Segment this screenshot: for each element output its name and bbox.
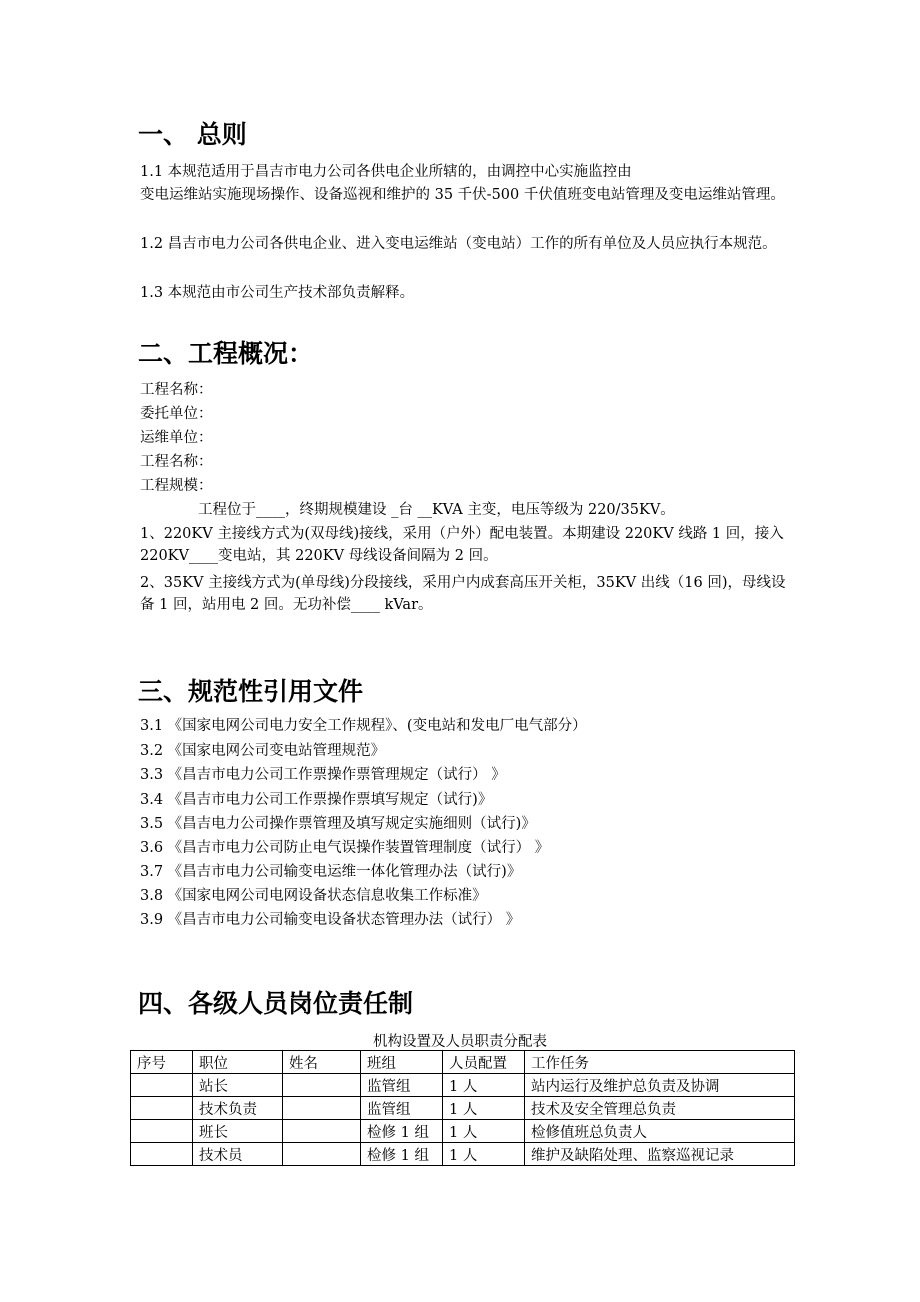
table-cell — [283, 1074, 361, 1097]
table-row — [131, 1097, 795, 1120]
reference-item: 3.9 《昌吉市电力公司输变电设备状态管理办法（试行） 》 — [140, 912, 521, 928]
section-1-heading: 一、 总则 — [138, 120, 247, 149]
table-cell — [283, 1120, 361, 1143]
paragraph-1-1-cont: 变电运维站实施现场操作、设备巡视和维护的 35 千伏-500 千伏值班变电站管理及变电运维站管理。 — [140, 187, 785, 203]
header-cell: 工作任务 — [525, 1051, 795, 1074]
table-cell: 1 人 — [443, 1143, 525, 1166]
table-cell — [131, 1074, 193, 1097]
staff-responsibility-table — [130, 1050, 795, 1166]
reference-item: 3.2 《国家电网公司变电站管理规范》 — [140, 743, 386, 759]
table-cell: 班长 — [193, 1120, 283, 1143]
section-4-heading: 四、各级人员岗位责任制 — [138, 989, 414, 1018]
item-35kv: 2、35KV 主接线方式为(单母线)分段接线，采用户内成套高压开关柜，35KV 出线（16 回)，母线设备 1 回，站用电 2 回。无功补偿____ kVar。 — [140, 575, 786, 613]
paragraph-1-1: 1.1 本规范适用于昌吉市电力公司各供电企业所辖的，由调控中心实施监控由 — [140, 164, 632, 180]
field-project-name: 工程名称： — [140, 382, 213, 398]
header-cell: 职位 — [193, 1051, 283, 1074]
table-cell: 检修 1 组 — [361, 1120, 443, 1143]
table-cell — [283, 1097, 361, 1120]
reference-item: 3.7 《昌吉市电力公司输变电运维一体化管理办法（试行)》 — [140, 864, 522, 880]
table-cell: 检修 1 组 — [361, 1143, 443, 1166]
field-operator: 运维单位： — [140, 430, 213, 446]
section-2-heading: 二、工程概况： — [138, 339, 314, 368]
reference-item: 3.4 《昌吉市电力公司工作票操作票填写规定（试行)》 — [140, 792, 493, 808]
scale-description: 工程位于____，终期规模建设 _台 __KVA 主变，电压等级为 220/35KV。 — [198, 502, 675, 518]
field-project-scale: 工程规模： — [140, 478, 213, 494]
reference-item: 3.3 《昌吉市电力公司工作票操作票管理规定（试行） 》 — [140, 767, 506, 783]
header-cell: 序号 — [131, 1051, 193, 1074]
paragraph-1-3: 1.3 本规范由市公司生产技术部负责解释。 — [140, 285, 415, 301]
header-cell: 人员配置 — [443, 1051, 525, 1074]
table-header-row — [131, 1051, 795, 1074]
table-cell: 监管组 — [361, 1074, 443, 1097]
table-cell: 检修值班总负责人 — [525, 1120, 795, 1143]
reference-item: 3.5 《昌吉电力公司操作票管理及填写规定实施细则（试行)》 — [140, 816, 536, 832]
table-cell: 站长 — [193, 1074, 283, 1097]
table-cell: 技术及安全管理总负责 — [525, 1097, 795, 1120]
item-220kv: 1、220KV 主接线方式为(双母线)接线，采用（户外）配电装置。本期建设 220KV 线路 1 回，接入 220KV____变电站，其 220KV 母线设备间隔为 2 回。 — [140, 526, 784, 564]
header-cell: 姓名 — [283, 1051, 361, 1074]
table-row — [131, 1120, 795, 1143]
table-cell: 1 人 — [443, 1120, 525, 1143]
table-caption: 机构设置及人员职责分配表 — [373, 1034, 547, 1050]
reference-item: 3.8 《国家电网公司电网设备状态信息收集工作标准》 — [140, 888, 487, 904]
table-cell — [131, 1120, 193, 1143]
field-project-name-2: 工程名称： — [140, 454, 213, 470]
section-3-heading: 三、规范性引用文件 — [138, 677, 364, 706]
table-cell: 技术负责 — [193, 1097, 283, 1120]
table-cell: 监管组 — [361, 1097, 443, 1120]
table-cell — [131, 1143, 193, 1166]
reference-item: 3.1 《国家电网公司电力安全工作规程》、(变电站和发电厂电气部分） — [140, 718, 587, 734]
table-cell: 技术员 — [193, 1143, 283, 1166]
reference-item: 3.6 《昌吉市电力公司防止电气误操作装置管理制度（试行） 》 — [140, 840, 550, 856]
table-cell: 维护及缺陷处理、监察巡视记录 — [525, 1143, 795, 1166]
table-cell — [283, 1143, 361, 1166]
table-cell: 站内运行及维护总负责及协调 — [525, 1074, 795, 1097]
table-cell: 1 人 — [443, 1074, 525, 1097]
table-cell — [131, 1097, 193, 1120]
header-cell: 班组 — [361, 1051, 443, 1074]
paragraph-1-2: 1.2 昌吉市电力公司各供电企业、进入变电运维站（变电站）工作的所有单位及人员应执行本规范。 — [140, 236, 777, 252]
table-row — [131, 1143, 795, 1166]
table-cell: 1 人 — [443, 1097, 525, 1120]
table-row — [131, 1074, 795, 1097]
field-client: 委托单位： — [140, 406, 213, 422]
